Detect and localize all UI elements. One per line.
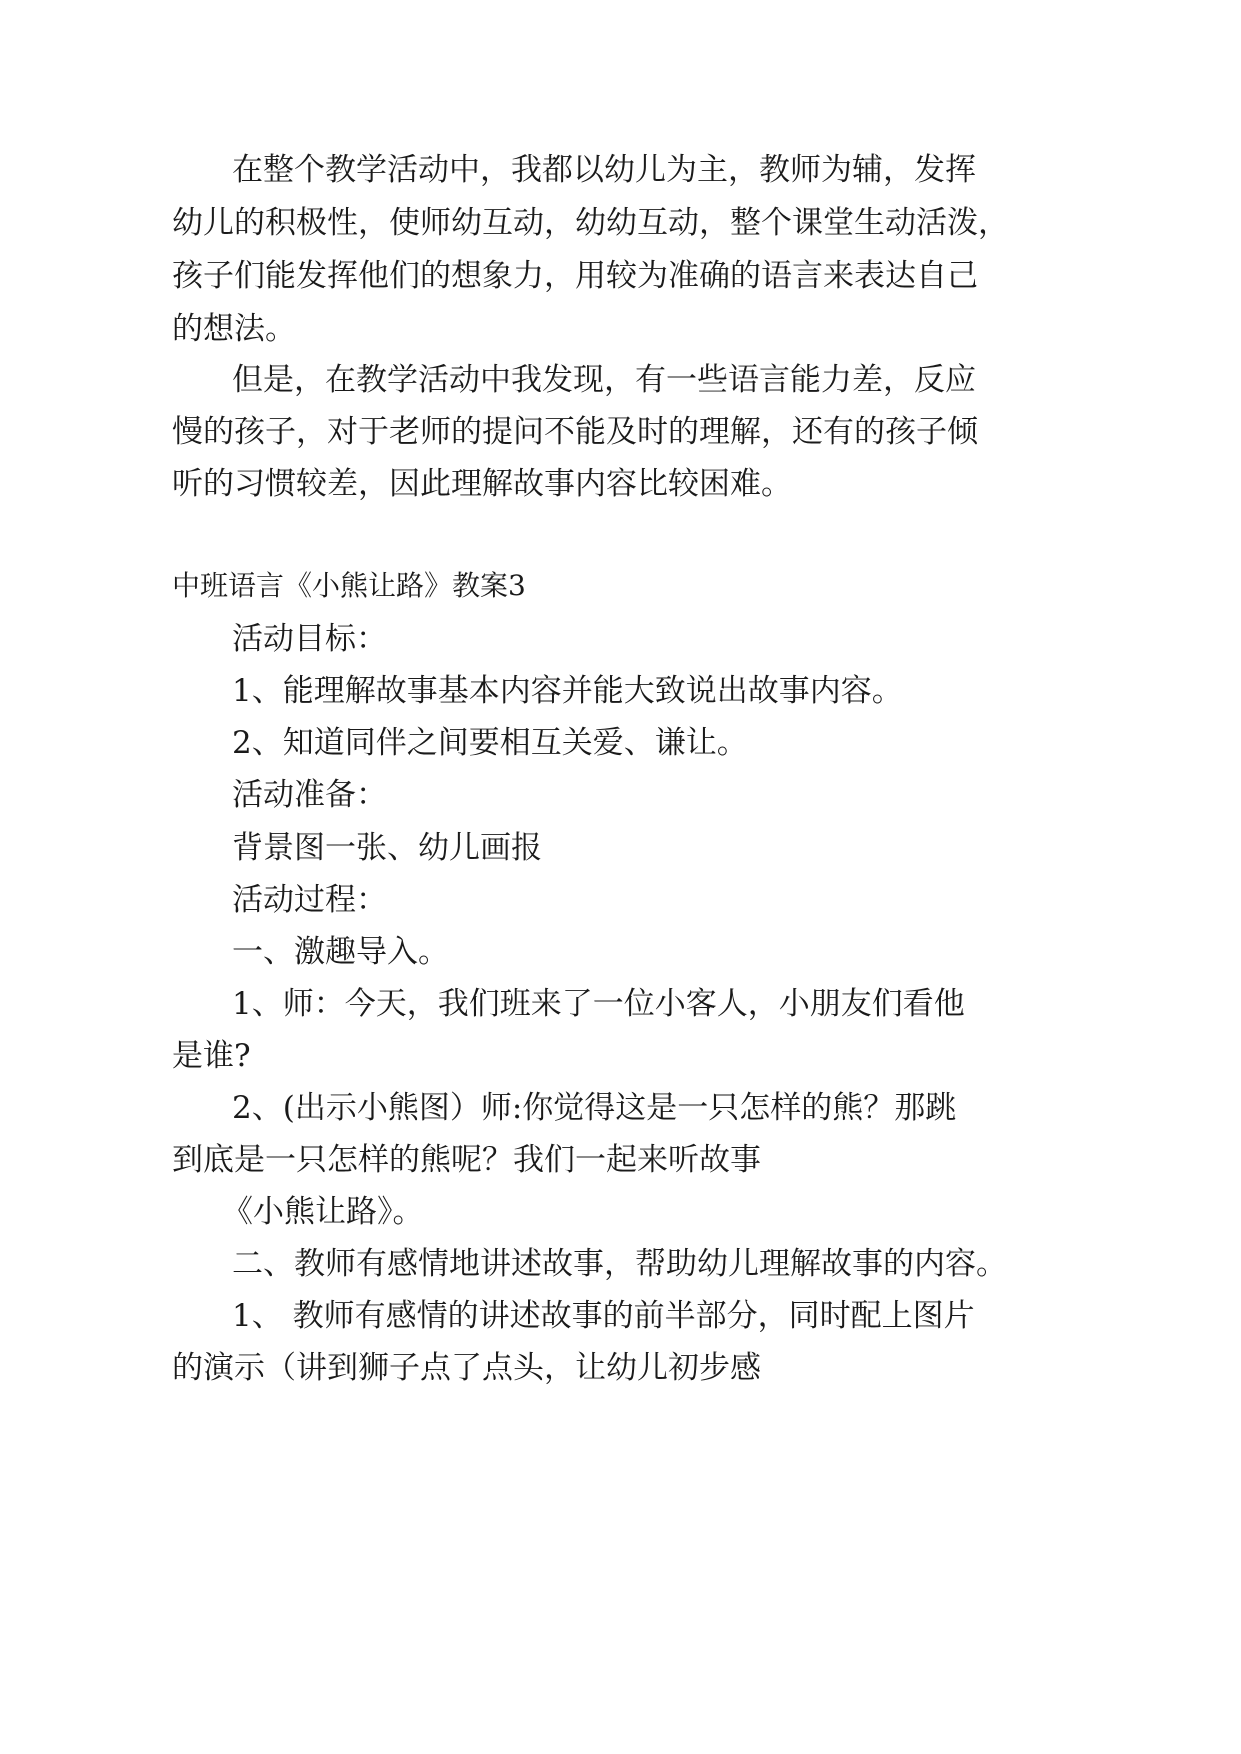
step-1-item-2-line-1: 2、(出示小熊图）师:你觉得这是一只怎样的熊？那跳 <box>232 1090 957 1126</box>
step-1-heading: 一、激趣导入。 <box>232 934 449 970</box>
paragraph-2-line-1: 但是，在教学活动中我发现，有一些语言能力差，反应 <box>232 362 976 398</box>
goal-2: 2、知道同伴之间要相互关爱、谦让。 <box>232 725 748 761</box>
goal-1: 1、能理解故事基本内容并能大致说出故事内容。 <box>232 673 903 709</box>
paragraph-1-line-3: 孩子们能发挥他们的想象力，用较为准确的语言来表达自己 <box>172 258 978 294</box>
step-1-item-2-line-3: 《小熊让路》。 <box>222 1194 424 1230</box>
paragraph-1-line-4: 的想法。 <box>172 311 296 347</box>
prep-heading: 活动准备： <box>232 777 387 813</box>
step-1-item-1-line-1: 1、师：今天，我们班来了一位小客人，小朋友们看他 <box>232 986 965 1022</box>
step-2-item-1-line-2: 的演示（讲到狮子点了点头，让幼儿初步感 <box>172 1350 761 1386</box>
paragraph-2-line-2: 慢的孩子，对于老师的提问不能及时的理解，还有的孩子倾 <box>172 414 978 450</box>
process-heading: 活动过程： <box>232 882 387 918</box>
paragraph-1-line-2: 幼儿的积极性，使师幼互动，幼幼互动，整个课堂生动活泼， <box>172 205 1009 241</box>
step-2-heading: 二、教师有感情地讲述故事，帮助幼儿理解故事的内容。 <box>232 1246 1007 1282</box>
section-title: 中班语言《小熊让路》教案3 <box>172 569 526 602</box>
step-2-item-1-line-1: 1、 教师有感情的讲述故事的前半部分，同时配上图片 <box>232 1298 975 1334</box>
step-1-item-2-line-2: 到底是一只怎样的熊呢？我们一起来听故事 <box>172 1142 761 1178</box>
goals-heading: 活动目标： <box>232 621 387 657</box>
paragraph-1-line-1: 在整个教学活动中，我都以幼儿为主，教师为辅，发挥 <box>232 152 976 188</box>
step-1-item-1-line-2: 是谁? <box>172 1038 251 1074</box>
paragraph-2-line-3: 听的习惯较差，因此理解故事内容比较困难。 <box>172 466 792 502</box>
prep-items: 背景图一张、幼儿画报 <box>232 830 542 866</box>
